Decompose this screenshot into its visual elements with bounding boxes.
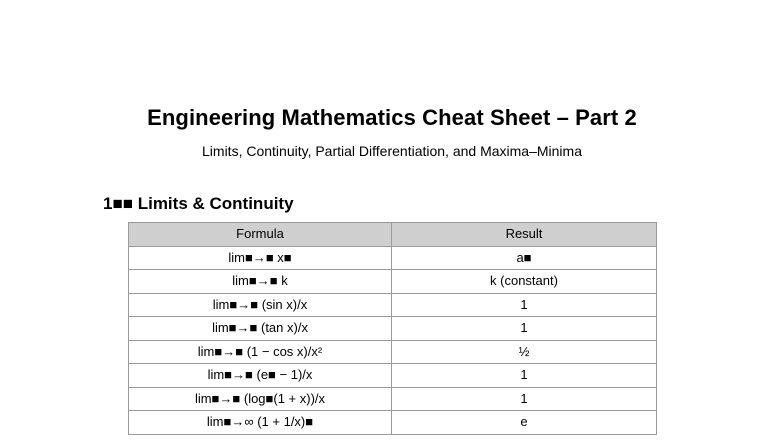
result-cell: e: [392, 411, 657, 435]
formula-cell: lim■→■ (sin x)/x: [129, 293, 392, 317]
result-cell: k (constant): [392, 270, 657, 294]
table-row: [129, 317, 657, 341]
document-title: Engineering Mathematics Cheat Sheet – Part 2: [147, 105, 637, 130]
formula-cell: lim■→■ (1 − cos x)/x²: [129, 340, 392, 364]
result-cell: 1: [392, 364, 657, 388]
column-header-result: Result: [392, 223, 657, 247]
formula-cell: lim■→■ (tan x)/x: [129, 317, 392, 341]
table-row: [129, 293, 657, 317]
result-cell: 1: [392, 317, 657, 341]
section-heading-limits: 1■■ Limits & Continuity: [103, 194, 294, 213]
result-cell: ½: [392, 340, 657, 364]
table-row: [129, 411, 657, 435]
formula-cell: lim■→■ x■: [129, 246, 392, 270]
table-row: [129, 364, 657, 388]
table-row: [129, 387, 657, 411]
table-header-row: [129, 223, 657, 247]
formula-cell: lim■→∞ (1 + 1/x)■: [129, 411, 392, 435]
formula-table: [128, 222, 657, 435]
result-cell: 1: [392, 387, 657, 411]
column-header-formula: Formula: [129, 223, 392, 247]
formula-table-container: [128, 222, 656, 435]
formula-cell: lim■→■ k: [129, 270, 392, 294]
document-subtitle: Limits, Continuity, Partial Differentiation, and Maxima–Minima: [202, 143, 582, 159]
table-row: [129, 340, 657, 364]
result-cell: 1: [392, 293, 657, 317]
table-row: [129, 246, 657, 270]
formula-cell: lim■→■ (log■(1 + x))/x: [129, 387, 392, 411]
table-row: [129, 270, 657, 294]
result-cell: a■: [392, 246, 657, 270]
formula-cell: lim■→■ (e■ − 1)/x: [129, 364, 392, 388]
